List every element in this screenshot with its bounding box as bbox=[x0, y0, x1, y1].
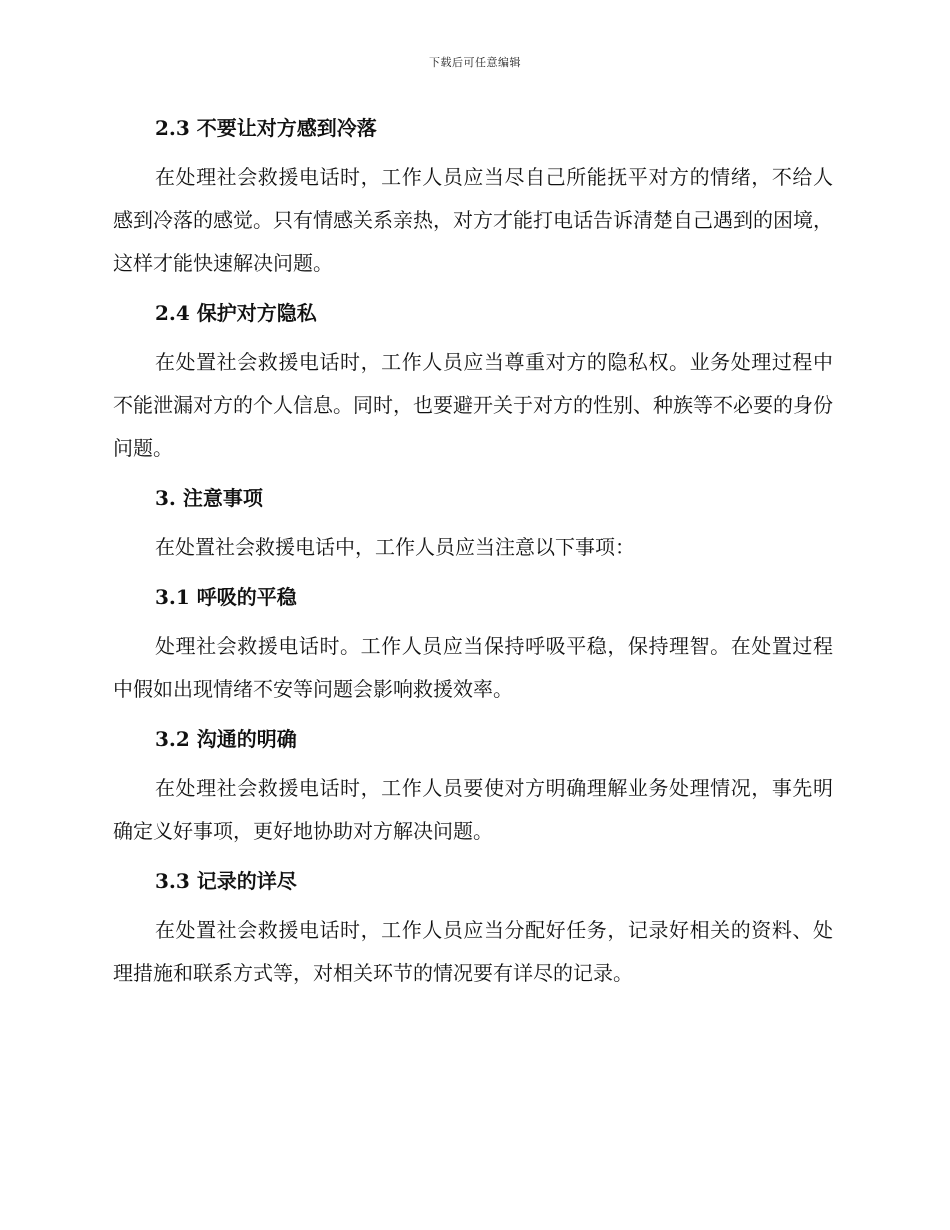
paragraph-3-2: 在处理社会救援电话时，工作人员要使对方明确理解业务处理情况，事先明确定义好事项，更好地协助对方解决问题。 bbox=[113, 776, 833, 843]
page-header: 下载后可任意编辑 bbox=[429, 56, 521, 69]
document-body bbox=[113, 108, 833, 1003]
section-heading-3-2: 3.2 沟通的明确 bbox=[155, 727, 297, 751]
paragraph-2-4: 在处置社会救援电话时，工作人员应当尊重对方的隐私权。业务处理过程中不能泄漏对方的个人信息。同时，也要避开关于对方的性别、种族等不必要的身份问题。 bbox=[113, 350, 833, 460]
section-heading-3: 3. 注意事项 bbox=[155, 486, 263, 510]
paragraph-2-3: 在处理社会救援电话时，工作人员应当尽自己所能抚平对方的情绪，不给人感到冷落的感觉。只有情感关系亲热，对方才能打电话告诉清楚自己遇到的困境，这样才能快速解决问题。 bbox=[113, 165, 833, 275]
section-heading-2-3: 2.3 不要让对方感到冷落 bbox=[155, 116, 377, 140]
section-heading-3-1: 3.1 呼吸的平稳 bbox=[155, 585, 297, 609]
paragraph-3-1: 处理社会救援电话时。工作人员应当保持呼吸平稳，保持理智。在处置过程中假如出现情绪不安等问题会影响救援效率。 bbox=[113, 634, 833, 701]
section-heading-2-4: 2.4 保护对方隐私 bbox=[155, 301, 317, 325]
section-heading-3-3: 3.3 记录的详尽 bbox=[155, 869, 297, 893]
paragraph-3-3: 在处置社会救援电话时，工作人员应当分配好任务，记录好相关的资料、处理措施和联系方式等，对相关环节的情况要有详尽的记录。 bbox=[113, 918, 833, 985]
paragraph-3: 在处置社会救援电话中，工作人员应当注意以下事项： bbox=[155, 535, 635, 559]
